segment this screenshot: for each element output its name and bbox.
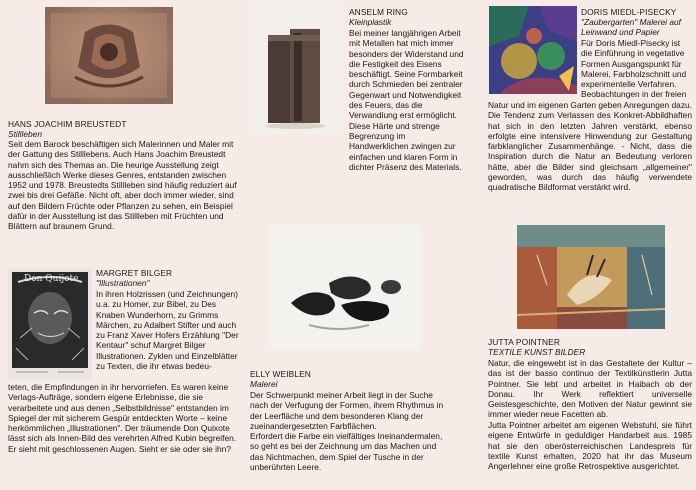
pointner-text: Natur, die eingewebt ist in das Gestaltete der Kultur – das ist der basso continuo der Textilkünstlerin Jutta Pointner. Sie lebt und arbeitet in Haibach ob der Donau. Ihr Werk reflektiert universelle Geistesgeschichte, den Motiven der Natur gewinnt sie immer wieder neue Facetten ab. [488,358,692,420]
weiblen-subtitle: Malerei [250,379,278,389]
ring-text: Bei meiner langjährigen Arbeit mit Metallen hat mich immer besonders der Widerstand und die Festigkeit des Eisens beschäftigt. Seine Formbarkeit durch Schmieden bei zentraler Gegenwart und Notwendigkeit des Feuers, das die Verwandlung erst ermöglicht. Diese Härte und strenge Begrenzung im Handwerklichen zwingen zur einfachen und klaren Form in dichter Präsenz des Materials. [349,28,464,172]
miedl-painting-image [489,6,577,94]
bilger-woodcut-image [8,268,92,379]
miedl-text-top: Für Doris Miedl-Pisecky ist die Einführung in vegetative Formen Ausgangspunkt für Malerei, Farbholzschnitt und experimentelle Verfahren. Beobachtungen in der freien [581,38,687,100]
bilger-text-bottom: teten, die Empfindungen in ihr hervorriefen. Es waren keine Verlags-Aufträge, sondern eigene Erlebnisse, die sie verarbeitete und aus denen „Selbstbildnisse" entstanden im Spiegel der mit sicherem Gespür entdeckten Worte – keine herkömmlichen „Illustrationen". Der träumende Don Quixote lässt sich als Innen-Bild des verehrten Alfred Kubin begreifen. Er sieht mit geschlossenen Augen. Sieht er sie oder sie ihn? [8,382,237,454]
miedl-subtitle: "Zaubergarten" Malerei auf Leinwand und Papier [581,17,681,37]
breustedt-text: Seit dem Barock beschäftigen sich Malerinnen und Maler mit der Gattung des Stilllebens. Auch Hans Joachim Breustedt nahm sich des Themas an. Die heurige Ausstellung zeigt ausschließlich Werke dieses Genres, entstanden zwischen 1952 und 1978. Breustedts Stillleben sind häufig reduziert auf zwei bis drei Gefäße. Nicht oft, aber doch immer wieder, sind auf den Bildern Früchte oder Pflanzen zu sehen, ein Beispiel dafür in der Ausstellung ist das Stillleben mit Früchten und Blättern auf braunem Grund. [8,139,237,232]
ring-sculpture-image [250,5,342,134]
weiblen-ink-image [269,225,421,349]
weiblen-text: Der Schwerpunkt meiner Arbeit liegt in der Suche nach der Verfugung der Formen, ihrem Rhythmus in der Leerfläche und dem besonderen Klang der zueinandergesetzten Farbflächen. [250,390,444,431]
weiblen-name: ELLY WEIBLEN [250,369,311,379]
breustedt-name: HANS JOACHIM BREUSTEDT [8,119,127,129]
weiblen-text-2: Erfordert die Farbe ein vielfältiges Ineinandermalen, so geht es bei der Zeichnung um das Machen und das Nichtmachen, dem Spiel der Tusche in der unberührten Leere. [250,431,443,472]
bilger-subtitle: "Illustrationen" [96,278,150,288]
pointner-subtitle: TEXTILE KUNST BILDER [488,347,586,357]
pointner-text-2: Jutta Pointner arbeitet am eigenen Webstuhl, sie führt eigene Entwürfe in geduldiger Handarbeit aus. 1985 hat sie den oberösterreichischen Landespreis für textile Kunst erhalten, 2020 hat ihr das Museum Angerlehner eine große Retrospektive ausgerichtet. [488,420,692,472]
bilger-name: MARGRET BILGER [96,268,173,278]
pointner-textile-image [517,225,665,329]
breustedt-still-life-image [45,7,173,104]
ring-name: ANSELM RING [349,7,408,17]
miedl-text-bottom: Natur und im eigenen Garten geben Anregungen dazu. Die Tendenz zum Verlassen des Konkret-Abbildhaften hat sich in den letzten Jahren verstärkt, ebenso erfolgte eine intensivere Hinwendung zur Gestaltung farbklanglicher Zusammenhänge. - Nicht, dass die Inspiration durch die Natur an Bedeutung verloren hätte, aber die Bilder sind gleichsam „allgemeiner" geworden, was durch das häufig verwendete quadratische Bildformat verstärkt wird. [488,100,692,193]
ring-subtitle: Kleinplastik [349,17,392,27]
breustedt-subtitle: Stillleben [8,129,42,139]
miedl-name: DORIS MIEDL-PISECKY [581,7,677,17]
bilger-image-label: Don Quijote [24,274,79,284]
pointner-name: JUTTA POINTNER [488,337,560,347]
bilger-text-top: In ihren Holzrissen (und Zeichnungen) u.a. zu Homer, zur Bibel, zu Des Knaben Wunderhorn, zu Grimms Märchen, zu Adalbert Stifter und auch zu Franz Xaver Hofers Erzählung "Der Kentaur" schuf Margret Bilger Illustrationen. Zyklen und Einzelblätter zu Texten, die ihr etwas bedeu- [96,289,239,372]
